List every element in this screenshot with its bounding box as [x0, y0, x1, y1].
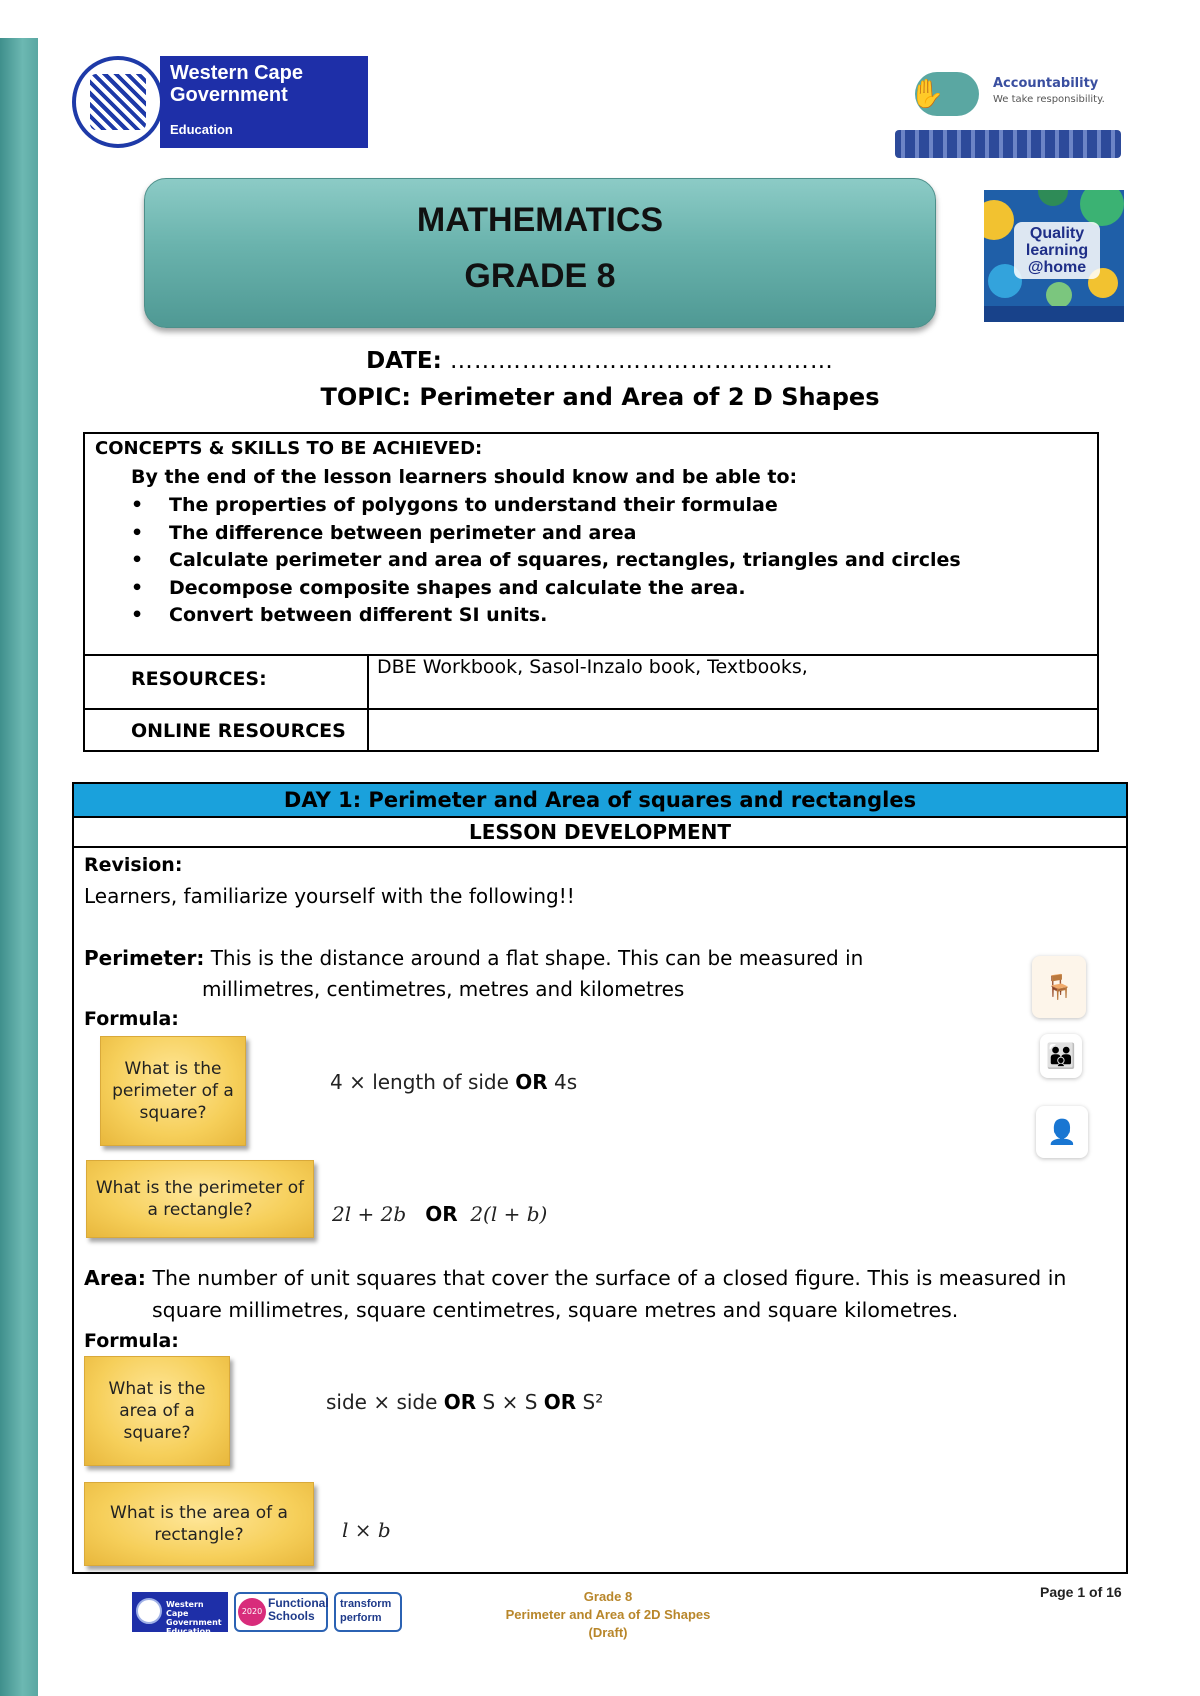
table-divider [85, 708, 1097, 710]
quality-learning-strip [984, 306, 1124, 322]
date-blank: ………………………………………… [449, 348, 834, 374]
left-accent-bar [0, 38, 38, 1696]
concepts-table [83, 432, 1099, 752]
formula-label: Formula: [84, 1008, 179, 1030]
quality-learning-badge [984, 190, 1124, 322]
perimeter-square-formula: 4 × length of side OR 4s [330, 1070, 578, 1094]
resources-value: DBE Workbook, Sasol-Inzalo book, Textbooks, [377, 656, 808, 678]
accountability-subtitle: We take responsibility. [993, 94, 1105, 105]
teacher-desk-icon[interactable]: 🪑 [1032, 956, 1086, 1018]
hand-icon: ✋ [909, 77, 945, 110]
wcg-logo-banner [160, 56, 368, 148]
date-line [0, 348, 1200, 374]
functional-schools-badge: 2020 [238, 1598, 266, 1626]
perimeter-definition: Perimeter: This is the distance around a flat shape. This can be measured in [84, 946, 864, 970]
functional-schools-logo: 2020 Functional Schools [234, 1592, 328, 1632]
area-label: Area: [84, 1266, 146, 1290]
concepts-list [131, 492, 961, 630]
table-divider [74, 846, 1126, 848]
accountability-badge [895, 72, 1121, 160]
page-number: Page 1 of 16 [1040, 1584, 1122, 1600]
topic-title: TOPIC: Perimeter and Area of 2 D Shapes [320, 383, 880, 411]
concepts-cell [85, 434, 1097, 654]
area-rectangle-question: What is the area of a rectangle? [84, 1482, 314, 1566]
day1-header: DAY 1: Perimeter and Area of squares and rectangles [74, 784, 1126, 816]
learners-instruction: Learners, familiarize yourself with the following!! [84, 884, 575, 908]
revision-label: Revision: [84, 854, 183, 876]
accountability-strip [895, 130, 1121, 158]
concepts-title: CONCEPTS & SKILLS TO BE ACHIEVED: [95, 438, 483, 459]
concepts-item: • The properties of polygons to understand their formulae [131, 492, 961, 520]
perimeter-square-question: What is the perimeter of a square? [100, 1036, 246, 1146]
accountability-title: Accountability [993, 76, 1099, 91]
learner-icon[interactable]: 👤 [1036, 1106, 1088, 1158]
perimeter-label: Perimeter: [84, 946, 205, 970]
area-rectangle-formula: l × b [342, 1518, 391, 1542]
quality-learning-text: Quality learning @home [1014, 222, 1100, 279]
perimeter-rectangle-question: What is the perimeter of a rectangle? [86, 1160, 314, 1238]
concepts-intro: By the end of the lesson learners should know and be able to: [131, 466, 798, 488]
grade-title: GRADE 8 [464, 257, 616, 295]
resources-label: RESOURCES: [131, 668, 267, 690]
concepts-item: • Decompose composite shapes and calculate the area. [131, 575, 961, 603]
lesson-development-heading: LESSON DEVELOPMENT [468, 820, 732, 844]
area-units: square millimetres, square centimetres, square metres and square kilometres. [152, 1298, 959, 1322]
perimeter-rectangle-formula: 2l + 2b OR 2(l + b) [332, 1202, 548, 1226]
table-column-divider [367, 654, 369, 750]
wcg-logo-name: Western Cape Government [170, 62, 304, 106]
wcg-logo-department: Education [170, 122, 233, 137]
subject-title: MATHEMATICS [416, 201, 664, 239]
area-square-question: What is the area of a square? [84, 1356, 230, 1466]
area-square-formula: side × side OR S × S OR S² [326, 1390, 604, 1414]
wcg-crest-icon [72, 56, 164, 148]
footer-wcg-logo: Western Cape Government Education [132, 1592, 228, 1632]
concepts-item: • Convert between different SI units. [131, 602, 961, 630]
footer-logos [132, 1592, 402, 1636]
subject-title-box [144, 178, 936, 328]
transform-perform-logo: transform perform [334, 1592, 402, 1632]
concepts-item: • Calculate perimeter and area of squares, rectangles, triangles and circles [131, 547, 961, 575]
parent-child-icon[interactable]: 👪 [1040, 1034, 1082, 1078]
wcg-crest-icon [136, 1598, 162, 1624]
perimeter-units: millimetres, centimetres, metres and kilometres [202, 977, 685, 1001]
area-definition: Area: The number of unit squares that cover the surface of a closed figure. This is measured in [84, 1266, 1067, 1290]
footer-document-info: Grade 8 Perimeter and Area of 2D Shapes (Draft) [505, 1589, 711, 1640]
date-label: DATE [366, 348, 433, 374]
day1-table [72, 782, 1128, 1574]
formula-label: Formula: [84, 1330, 179, 1352]
online-resources-label: ONLINE RESOURCES [131, 720, 346, 742]
wcg-logo [72, 56, 368, 148]
date-separator: : [432, 348, 442, 374]
concepts-item: • The difference between perimeter and area [131, 520, 961, 548]
